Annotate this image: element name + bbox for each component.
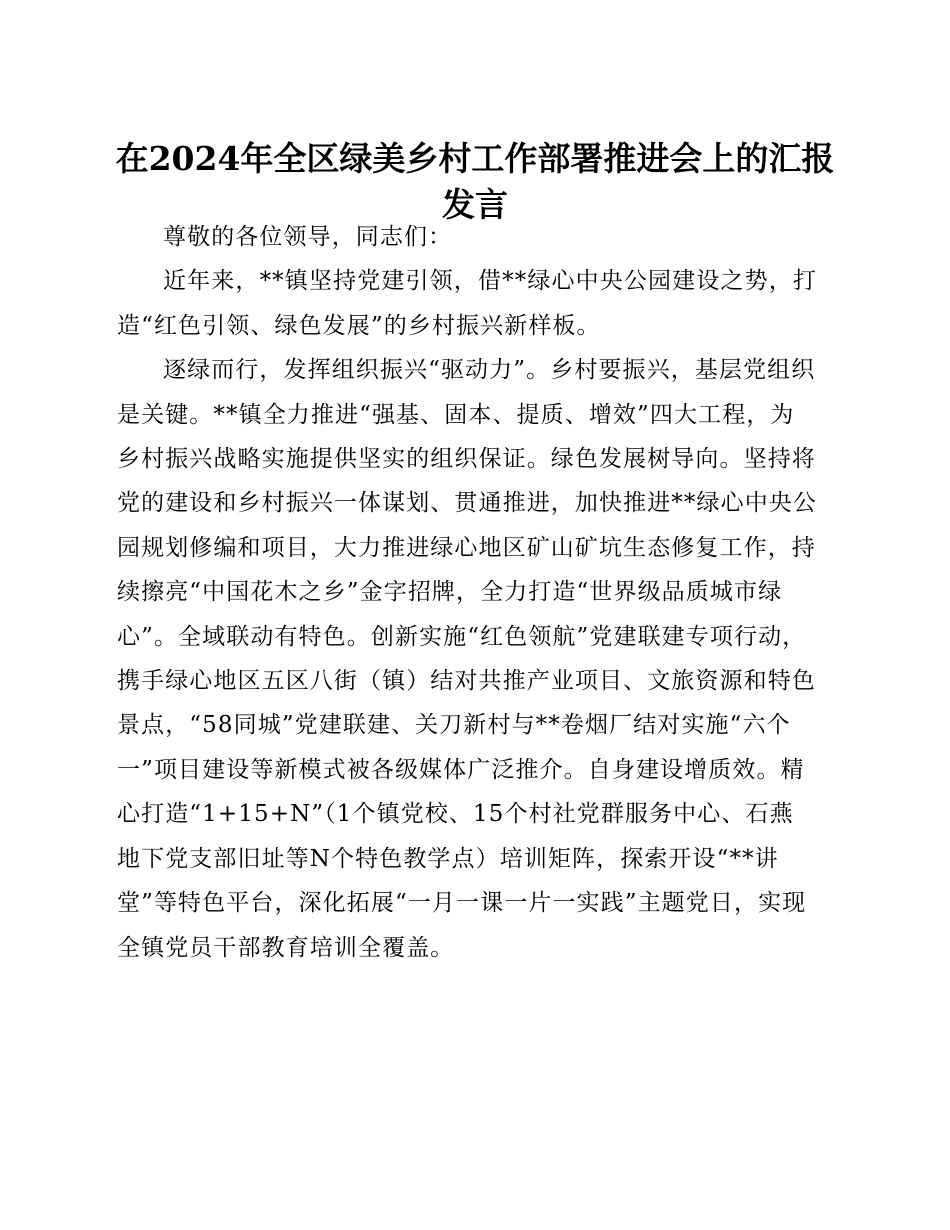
- paragraph-intro: 近年来，**镇坚持党建引领，借**绿心中央公园建设之势，打造“红色引领、绿色发展”的乡村振兴新样板。: [117, 268, 817, 339]
- paragraph-organization: 逐绿而行，发挥组织振兴“驱动力”。乡村要振兴，基层党组织是关键。**镇全力推进“强基、固本、提质、增效”四大工程，为乡村振兴战略实施提供坚实的组织保证。绿色发展树导向。坚持将党的建设和乡村振兴一体谋划、贯通推进，加快推进**绿心中央公园规划修编和项目，大力推进绿心地区矿山矿坑生态修复工作，持续擦亮“中国花木之乡”金字招牌，全力打造“世界级品质城市绿心”。全域联动有特色。创新实施“红色领航”党建联建专项行动，携手绿心地区五区八街（镇）结对共推产业项目、文旅资源和特色景点，“58同城”党建联建、关刀新村与**卷烟厂结对实施“六个一”项目建设等新模式被各级媒体广泛推介。自身建设增质效。精心打造“1+15+N”（1个镇党校、15个村社党群服务中心、石燕地下党支部旧址等N个特色教学点）培训矩阵，探索开设“**讲堂”等特色平台，深化拓展“一月一课一片一实践”主题党日，实现全镇党员干部教育培训全覆盖。: [117, 357, 817, 961]
- document-body: [117, 215, 817, 970]
- salutation: 尊敬的各位领导，同志们：: [163, 224, 453, 250]
- document-title: 在2024年全区绿美乡村工作部署推进会上的汇报发言: [115, 139, 835, 224]
